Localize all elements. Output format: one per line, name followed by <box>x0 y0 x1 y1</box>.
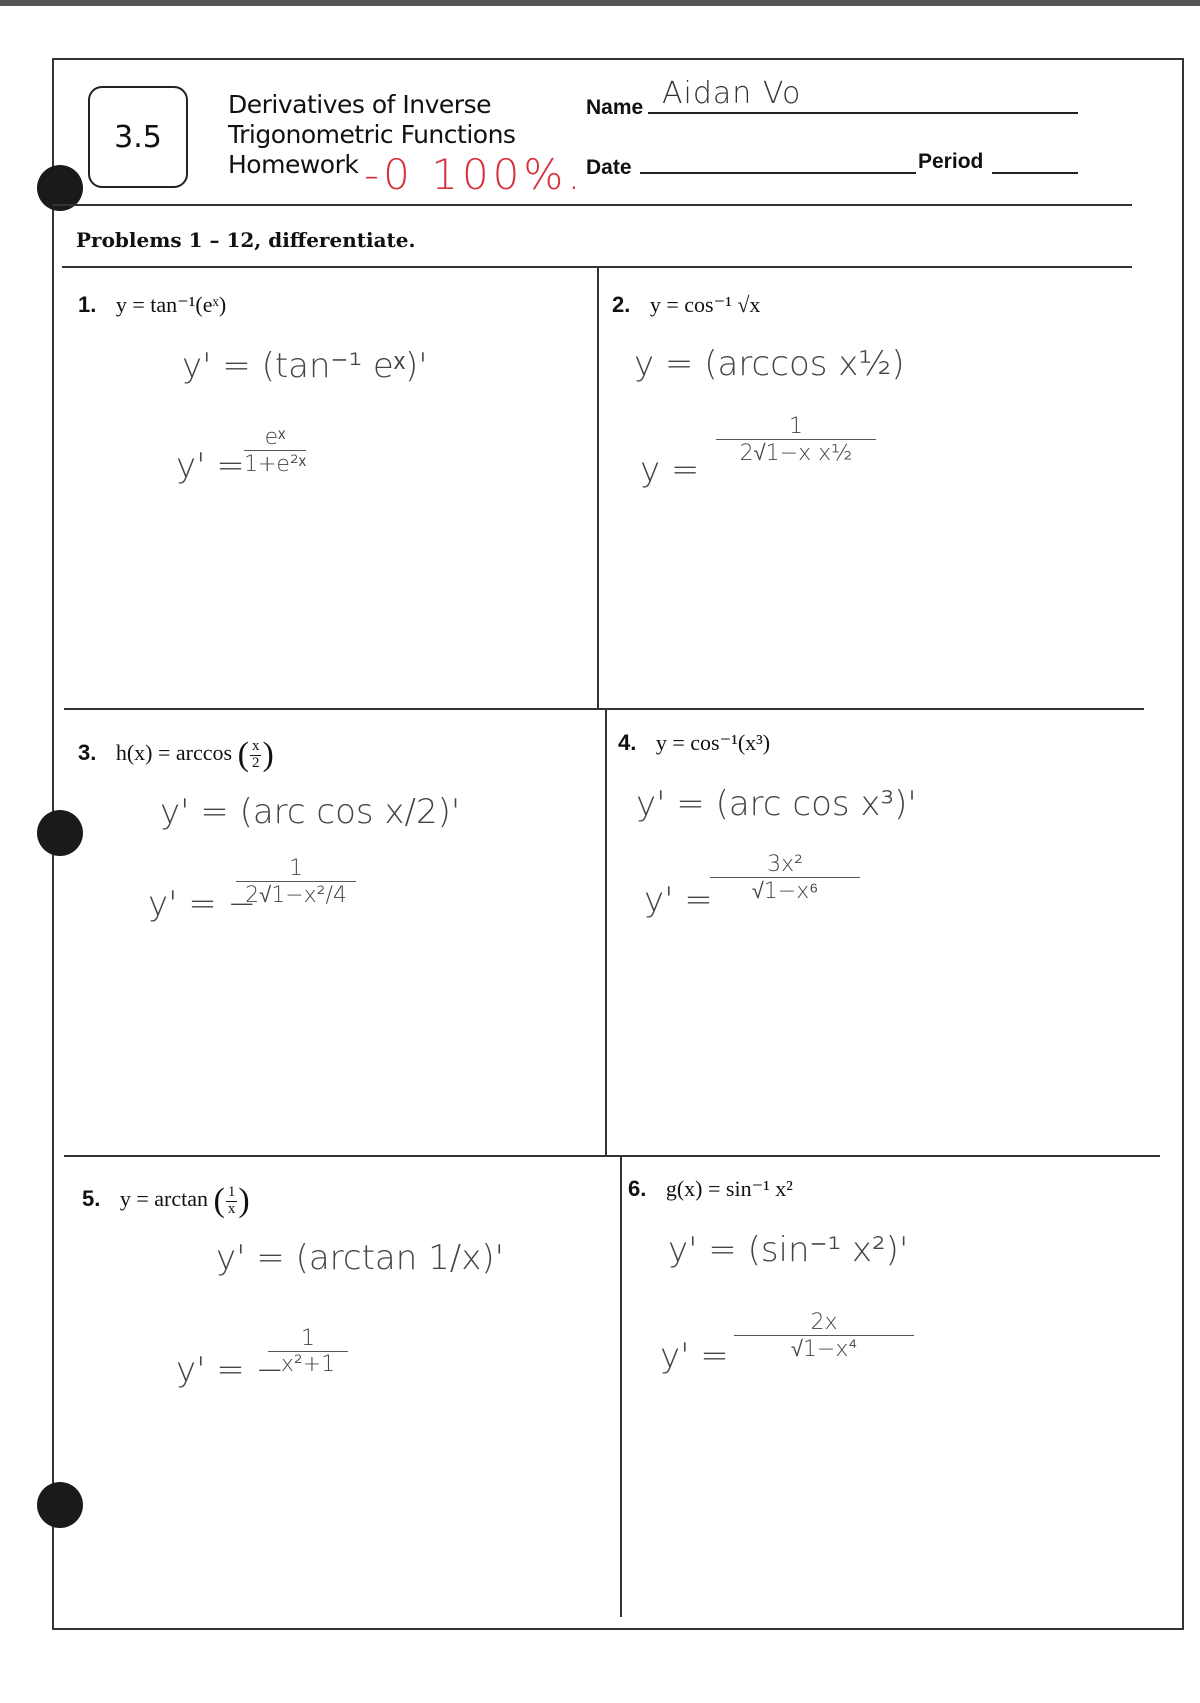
problem-6 <box>628 1176 793 1202</box>
problem-1-work-step-1: y' = (tan⁻¹ eˣ)' <box>182 346 428 386</box>
problem-4-work-fraction <box>710 852 860 904</box>
date-label: Date <box>586 156 632 179</box>
open-paren: ( <box>213 1182 225 1219</box>
problem-lhs: y = arctan <box>119 1186 208 1212</box>
grid-row-divider-2 <box>64 1155 1160 1157</box>
work-denominator: 2√1−x x½ <box>739 441 853 466</box>
worksheet-title-line-1: Derivatives of Inverse <box>228 90 491 119</box>
problem-lhs: g(x) = <box>665 1176 721 1201</box>
problem-4 <box>618 730 770 756</box>
work-numerator: 3x² <box>767 852 803 877</box>
problem-5 <box>82 1182 250 1220</box>
problem-number: 4. <box>618 730 637 755</box>
problem-expression: sin⁻¹ x² <box>725 1176 793 1201</box>
problem-expression: tan⁻¹(eˣ) <box>150 292 227 317</box>
fraction-denominator: x <box>227 1200 236 1217</box>
close-paren: ) <box>238 1182 250 1219</box>
problem-number: 3. <box>78 740 97 766</box>
worksheet-title-line-3: Homework <box>228 150 359 179</box>
problem-number: 6. <box>628 1176 647 1201</box>
scan-edge <box>0 0 1200 6</box>
problem-lhs: y = <box>649 292 679 317</box>
work-denominator: 2√1−x²/4 <box>245 883 347 908</box>
problem-6-work-fraction <box>734 1310 914 1362</box>
problem-number: 2. <box>612 292 631 317</box>
fraction-denominator: 2 <box>251 754 260 771</box>
close-paren: ) <box>262 736 274 773</box>
argument-fraction <box>250 739 262 772</box>
problem-number: 5. <box>82 1186 101 1212</box>
problem-1-work-fraction <box>244 424 306 477</box>
fraction-numerator: 1 <box>227 1183 236 1200</box>
problem-5-work-fraction <box>268 1326 348 1377</box>
work-denominator: √1−x⁶ <box>751 879 819 904</box>
date-line <box>640 172 916 174</box>
grid-vertical-row1 <box>597 266 599 710</box>
grid-vertical-row3 <box>620 1155 622 1617</box>
problem-2 <box>612 292 760 318</box>
problem-number: 1. <box>78 292 97 317</box>
problem-2-work-step-1: y = (arccos x½) <box>634 344 905 384</box>
problem-3-work-fraction <box>236 856 356 908</box>
period-label: Period <box>918 150 984 173</box>
problem-6-work-lhs: y' = <box>660 1336 729 1376</box>
work-denominator: √1−x⁴ <box>790 1337 858 1362</box>
name-line <box>648 112 1078 114</box>
section-number-box <box>88 86 188 188</box>
punch-hole-bottom <box>37 1482 83 1528</box>
problem-2-work-lhs: y = <box>640 450 700 490</box>
problem-2-work-fraction <box>716 414 876 466</box>
work-numerator: 2x <box>810 1310 838 1335</box>
work-numerator: 1 <box>301 1326 315 1351</box>
problem-3 <box>78 736 274 774</box>
problem-5-work-step-1: y' = (arctan 1/x)' <box>216 1238 504 1278</box>
work-denominator: 1+e²ˣ <box>244 452 307 477</box>
problem-3-work-step-1: y' = (arc cos x/2)' <box>160 792 461 832</box>
grade-mark: -0 100%. <box>364 150 585 199</box>
work-numerator: 1 <box>289 856 303 881</box>
argument-fraction <box>226 1185 238 1218</box>
open-paren: ( <box>237 736 249 773</box>
problem-lhs: h(x) = arccos <box>115 740 233 766</box>
worksheet-title-line-2: Trigonometric Functions <box>228 120 516 149</box>
work-denominator: x²+1 <box>280 1352 336 1377</box>
grid-vertical-row2 <box>605 708 607 1156</box>
name-value: Aidan Vo <box>662 76 802 111</box>
problem-expression: cos⁻¹ √x <box>684 292 761 317</box>
section-number: 3.5 <box>114 119 162 155</box>
problem-expression: cos⁻¹(x³) <box>690 730 771 755</box>
problem-1-work-lhs: y' = <box>176 446 245 486</box>
grid-row-divider-1 <box>64 708 1144 710</box>
punch-hole-middle <box>37 810 83 856</box>
work-numerator: 1 <box>789 414 803 439</box>
name-label: Name <box>586 96 644 119</box>
problem-4-work-lhs: y' = <box>644 880 713 920</box>
problem-1 <box>78 292 226 318</box>
problem-5-work-lhs: y' = − <box>176 1350 285 1390</box>
instructions: Problems 1 – 12, differentiate. <box>76 228 416 252</box>
header-divider <box>52 204 1132 206</box>
problem-lhs: y = <box>655 730 685 755</box>
work-numerator: eˣ <box>264 425 286 450</box>
problem-3-work-lhs: y' = − <box>148 884 257 924</box>
fraction-numerator: x <box>251 737 260 754</box>
problem-4-work-step-1: y' = (arc cos x³)' <box>636 784 917 824</box>
problem-lhs: y = <box>115 292 145 317</box>
problem-6-work-step-1: y' = (sin⁻¹ x²)' <box>668 1230 909 1270</box>
period-line <box>992 172 1078 174</box>
